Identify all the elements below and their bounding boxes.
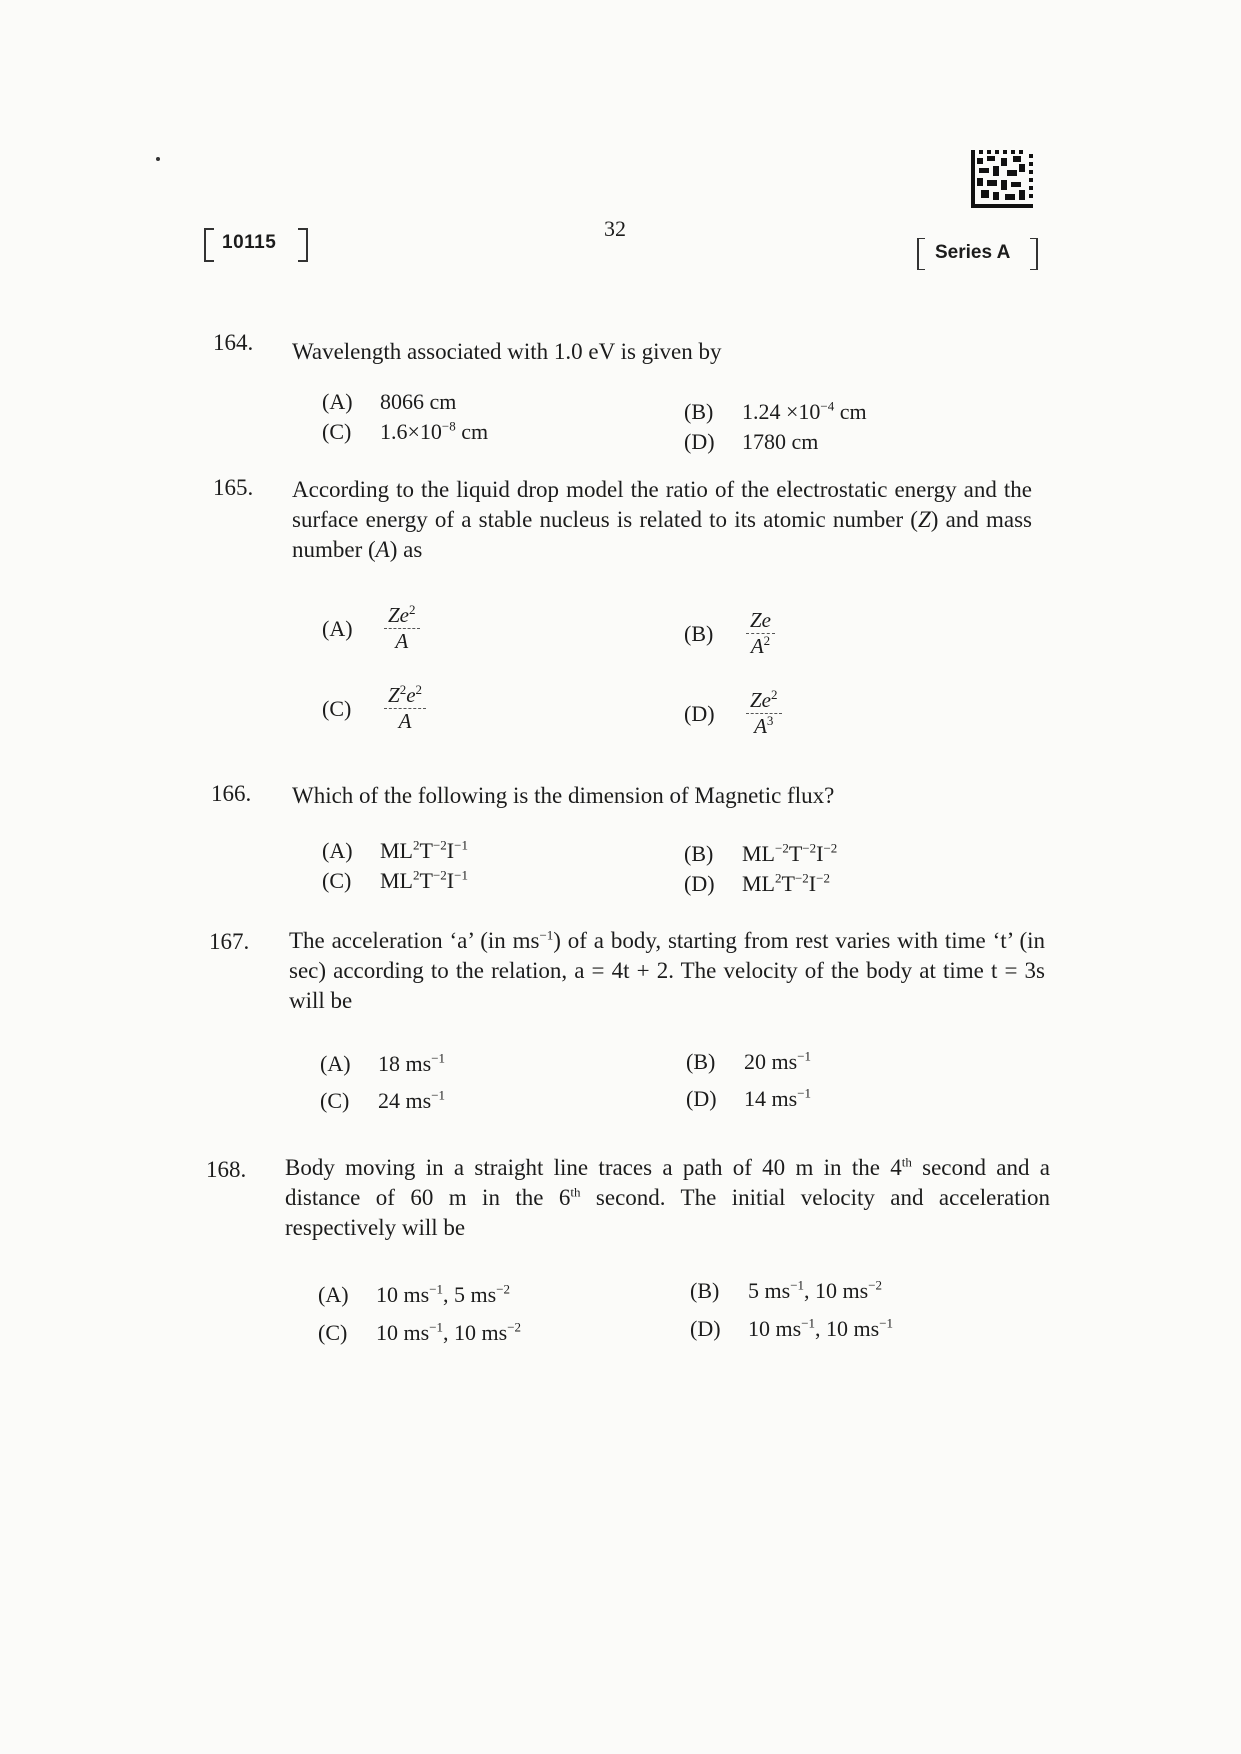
stray-dot [156, 157, 160, 161]
option-d: (D) 1780 cm [684, 429, 819, 454]
option-c: (C) $\frac{Z^2e^2}{A}$ [322, 683, 426, 734]
question-text: According to the liquid drop model the ratio of the electrostatic energy and the surface energy of a stable nucleus is related to its atomic number (Z) and mass number (A) as [292, 477, 1032, 562]
question-number: 167. [209, 929, 250, 954]
option-a: (A) 18 $ms^{-1}$ [320, 1050, 446, 1076]
option-d: (D) $\frac{Ze^2}{A^3}$ [684, 688, 782, 739]
question-text: Wavelength associated with 1.0 eV is given by [292, 339, 722, 364]
option-d: (D) $ML^2T^{-2}I^{-2}$ [684, 870, 830, 896]
option-c: (C) $1.6\times 10^{-8}$ cm [322, 418, 489, 444]
paper-code: 10115 [222, 232, 277, 253]
option-b: (B) 5 $ms^{-1}$, 10 $ms^{-2}$ [690, 1277, 883, 1303]
question-text: The acceleration ‘a’ (in $ms^{-1}$) of a body, starting from rest varies with time ‘t’ (in sec) according to the relation, a = 4t + 2. The velocity of the body at time t = 3s will be [289, 927, 1045, 1013]
option-a: (A) 8066 cm [322, 389, 457, 414]
option-a: (A) $ML^2T^{-2}I^{-1}$ [322, 837, 468, 863]
datamatrix-barcode-icon [971, 150, 1033, 208]
question-text: Body moving in a straight line traces a path of 40 m in the 4th second and a distance of 60 m in the 6th second. The initial velocity and acceleration respectively will be [285, 1154, 1050, 1240]
option-c: (C) $ML^2T^{-2}I^{-1}$ [322, 867, 468, 893]
option-d: (D) 10 $ms^{-1}$, 10 $ms^{-1}$ [690, 1315, 894, 1341]
question-number: 165. [213, 475, 254, 500]
question-number: 168. [206, 1157, 247, 1182]
paper-code-box [204, 228, 308, 262]
question-number: 164. [213, 330, 254, 355]
question-number: 166. [211, 781, 252, 806]
option-a: (A) $\frac{Ze^2}{A}$ [322, 603, 420, 654]
option-b: (B) $1.24 \times 10^{-4}$ cm [684, 398, 867, 424]
option-b: (B) $\frac{Ze}{A^2}$ [684, 608, 775, 659]
option-d: (D) 14 $ms^{-1}$ [686, 1085, 812, 1111]
option-c: (C) 24 $ms^{-1}$ [320, 1087, 446, 1113]
page-number: 32 [604, 216, 626, 241]
series-box [917, 238, 1038, 270]
option-b: (B) $ML^{-2}T^{-2}I^{-2}$ [684, 840, 838, 866]
question-text: Which of the following is the dimension of Magnetic flux? [292, 783, 835, 808]
option-b: (B) 20 $ms^{-1}$ [686, 1048, 812, 1074]
option-a: (A) 10 $ms^{-1}$, 5 $ms^{-2}$ [318, 1281, 511, 1307]
option-c: (C) 10 $ms^{-1}$, 10 $ms^{-2}$ [318, 1319, 522, 1345]
series-label: Series A [935, 242, 1011, 263]
